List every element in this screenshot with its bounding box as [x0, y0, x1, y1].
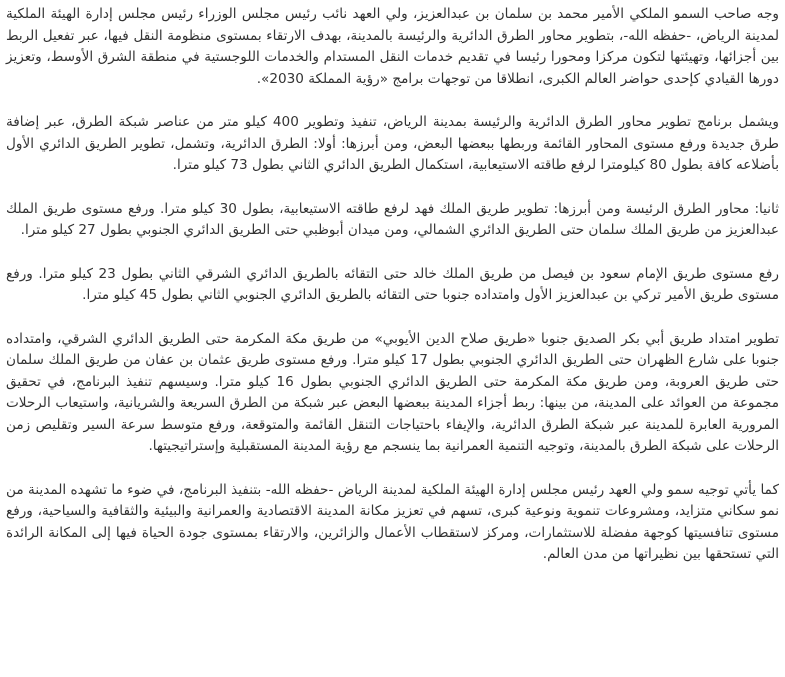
paragraph-intro: وجه صاحب السمو الملكي الأمير محمد بن سلمان بن عبدالعزيز، ولي العهد نائب رئيس مجلس الوزراء رئيس مجلس إدارة الهيئة الملكية لمدينة الرياض، -حفظه الله-، بتطوير محاور الطرق الدائرية والرئيسة بالمدينة، بهدف الارتقاء بمستوى منظومة النقل فيها، عبر تفعيل الربط بين أجزائها، وتهيئتها لتكون مركزا ومحورا رئيسا في تقديم خدمات النقل المستدام والخدمات اللوجستية في منطقة الشرق الأوسط، وتعزيز دورها القيادي كإحدى حواضر العالم الكبرى، انطلاقا من توجهات برامج «رؤية المملكة 2030». [6, 6, 779, 87]
paragraph-program-scope: ويشمل برنامج تطوير محاور الطرق الدائرية والرئيسة بمدينة الرياض، تنفيذ وتطوير 400 كيلو متر من عناصر شبكة الطرق، عبر إضافة طرق جديدة ورفع مستوى المحاور القائمة وربطها ببعضها البعض، ومن أبرزها: أولا: الطرق الدائرية، وتشمل، تطوير الطريق الدائري الأول بأضلاعه كافة بطول 80 كيلومترا لرفع طاقته الاستيعابية، استكمال الطريق الدائري الثاني بطول 73 كيلو مترا. [6, 114, 779, 173]
paragraph-abu-bakr-road: تطوير امتداد طريق أبي بكر الصديق جنوبا «طريق صلاح الدين الأيوبي» من طريق مكة المكرمة حتى الطريق الدائري الشرقي، وامتداده جنوبا على شارع الظهران حتى الطريق الدائري الجنوبي بطول 17 كيلو مترا. ورفع مستوى طريق عثمان بن عفان من طريق الملك سلمان حتى طريق العروبة، ومن طريق مكة المكرمة حتى الطريق الدائري الجنوبي بطول 16 كيلو مترا. وسيسهم تنفيذ البرنامج، في تحقيق مجموعة من العوائد على المدينة، من بينها: ربط أجزاء المدينة ببعضها البعض عبر شبكة من الطرق السريعة والشريانية، واستيعاب الرحلات المرورية العابرة للمدينة عبر شبكة الطرق الدائرية، والإيفاء باحتياجات التنقل القائمة والمتوقعة، ورفع متوسط سرعة السير وتقليص زمن الرحلات على شبكة الطرق بالمدينة، وتوجيه التنمية العمرانية بما ينسجم مع رؤية المدينة المستقبلية وإستراتيجيتها. [6, 330, 780, 454]
paragraph-conclusion: كما يأتي توجيه سمو ولي العهد رئيس مجلس إدارة الهيئة الملكية لمدينة الرياض -حفظه الله- بتنفيذ البرنامج، في ضوء ما تشهده المدينة من نمو سكاني متزايد، ومشروعات تنموية ونوعية كبرى، تسهم في تعزيز مكانة المدينة الاقتصادية والعمرانية والبيئية والثقافية والسياحية، ورفع مستوى تنافسيتها كوجهة مفضلة للاستثمارات، ومركز لاستقطاب الأعمال والزائرين، والارتقاء بمستوى جودة الحياة فيها إلى المكانة الرائدة التي تستحقها بين نظيراتها من مدن العالم. [6, 481, 779, 562]
paragraph-imam-saud-road: رفع مستوى طريق الإمام سعود بن فيصل من طريق الملك خالد حتى التقائه بالطريق الدائري الشرقي الثاني بطول 23 كيلو مترا. ورفع مستوى طريق الأمير تركي بن عبدالعزيز الأول وامتداده جنوبا حتى التقائه بالطريق الدائري الجنوبي الثاني بطول 45 كيلو مترا. [6, 265, 779, 303]
paragraph-main-roads: ثانيا: محاور الطرق الرئيسة ومن أبرزها: تطوير طريق الملك فهد لرفع طاقته الاستيعابية، بطول 30 كيلو مترا. ورفع مستوى طريق الملك عبدالعزيز من طريق الملك سلمان حتى الطريق الدائري الشمالي، ومن ميدان أبوظبي حتى الطريق الدائري الجنوبي بطول 27 كيلو مترا. [6, 200, 779, 238]
